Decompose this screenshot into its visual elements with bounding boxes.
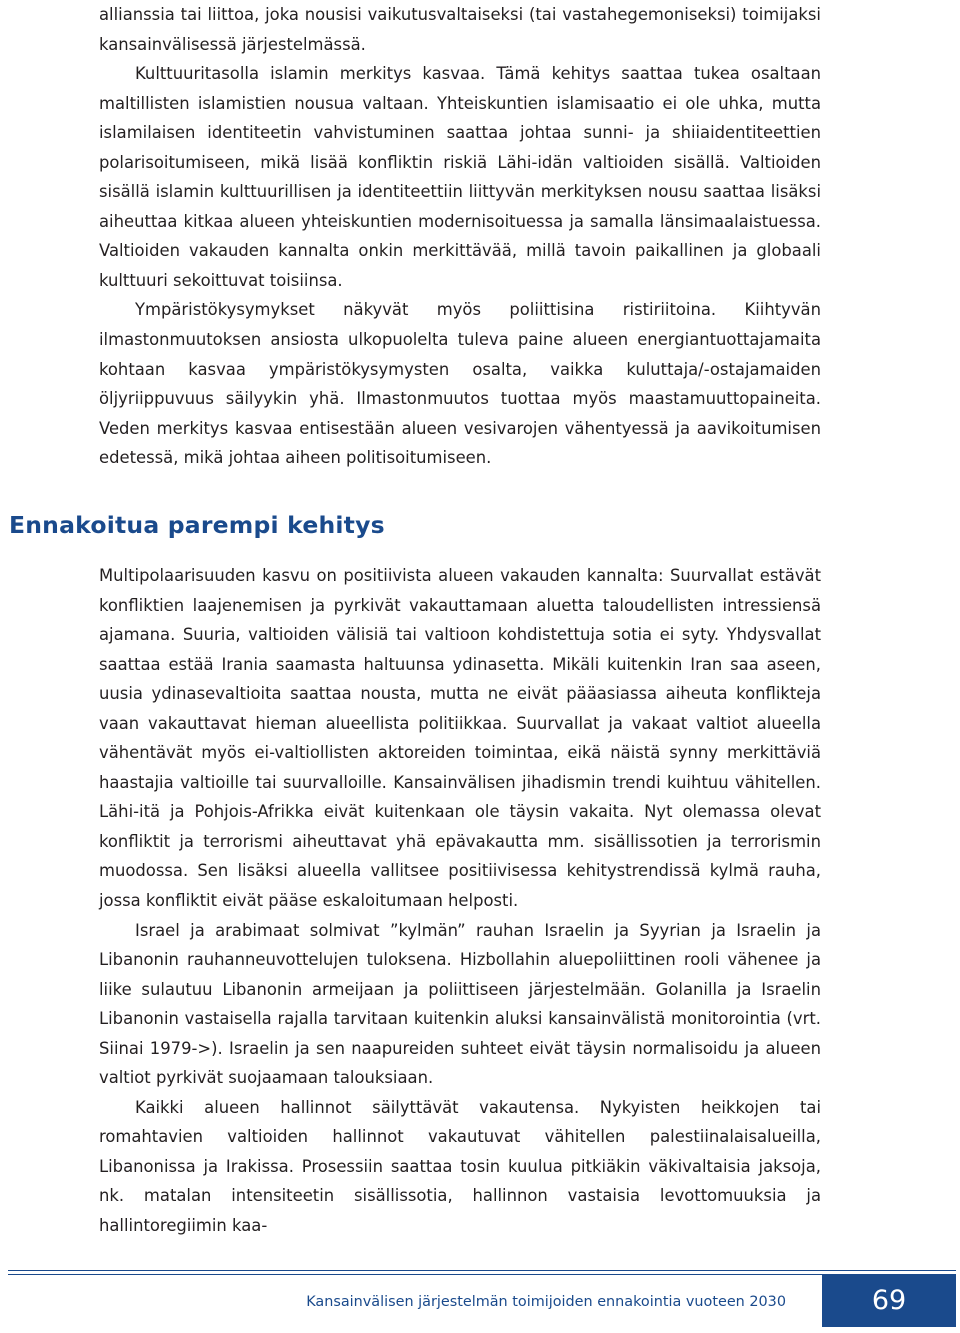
paragraph: Ympäristökysymykset näkyvät myös poliittisina ristiriitoina. Kiihtyvän ilmastonmuutoksen ansiosta ulkopuolelta tuleva paine alueen energiantuottajamaita kohtaan kasvaa ympäristökysymysten osalta, vaikka kuluttaja/-ostajamaiden öljyriippuvuus säilyykin yhä. Ilmastonmuutos tuottaa myös maastamuuttopaineita. Veden merkitys kasvaa entisestään alueen vesivarojen vähentyessä ja aavikoitumisen edetessä, mikä johtaa aiheen politisoitumiseen. <box>99 300 821 468</box>
paragraph: Multipolaarisuuden kasvu on positiivista alueen vakauden kannalta: Suurvallat estävät konfliktien laajenemisen ja pyrkivät vakauttamaan aluetta taloudellisten intressiensä ajamana. Suuria, valtioiden välisiä tai valtioon kohdistettuja sotia ei syty. Yhdysvallat saattaa estää Irania saamasta haltuunsa ydinasetta. Mikäli kuitenkin Iran saa aseen, uusia ydinasevaltioita saattaa nousta, mutta ne eivät pääasiassa aiheuta konflikteja vaan vakauttavat hieman alueellista politiikkaa. Suurvallat ja vakaat valtiot alueella vähentävät myös ei-valtiollisten aktoreiden toimintaa, eikä näistä synny merkittäviä haastajia valtioille tai suurvalloille. Kansainvälisen jihadismin trendi kuihtuu vähitellen. Lähi-itä ja Pohjois-Afrikka eivät kuitenkaan ole täysin vakaita. Nyt olemassa olevat konfliktit ja terrorismi aiheuttavat yhä epävakautta mm. sisällissotien ja terrorismin muodossa. Sen lisäksi alueella vallitsee positiivisessa kehitystrendissä kylmä rauha, jossa konfliktit eivät pääse eskaloitumaan helposti. <box>99 566 821 911</box>
footer-rule <box>8 1270 956 1271</box>
section-heading: Ennakoitua parempi kehitys <box>9 511 385 539</box>
footer-title: Kansainvälisen järjestelmän toimijoiden ennakointia vuoteen 2030 <box>306 1294 786 1310</box>
footer-rule <box>8 1274 956 1275</box>
body-text-top <box>99 0 821 473</box>
paragraph: Israel ja arabimaat solmivat ”kylmän” rauhan Israelin ja Syyrian ja Israelin ja Libanonin rauhanneuvottelujen tuloksena. Hizbollahin aluepoliittinen rooli vähenee ja liike sulautuu Libanonin armeijaan ja poliittiseen järjestelmään. Golanilla ja Israelin Libanonin vastaisella rajalla tarvitaan kuitenkin aluksi kansainvälistä monitorointia (vrt. Siinai 1979->). Israelin ja sen naapureiden suhteet eivät täysin normalisoidu ja alueen valtiot pyrkivät suojaamaan talouksiaan. <box>99 920 821 1088</box>
paragraph: Kulttuuritasolla islamin merkitys kasvaa. Tämä kehitys saattaa tukea osaltaan maltillisten islamistien nousua valtaan. Yhteiskuntien islamisaatio ei ole uhka, mutta islamilaisen identiteetin vahvistuminen saattaa johtaa sunni- ja shiiaidentiteettien polarisoitumiseen, mikä lisää konfliktin riskiä Lähi-idän valtioiden sisällä. Valtioiden sisällä islamin kulttuurillisen ja identiteettiin liittyvän merkityksen nousu saattaa lisäksi aiheuttaa kitkaa alueen yhteiskuntien modernisoituessa ja samalla länsimaalaistuessa. Valtioiden vakauden kannalta onkin merkittävää, millä tavoin paikallinen ja globaali kulttuuri sekoittuvat toisiinsa. <box>99 64 821 290</box>
paragraph: Kaikki alueen hallinnot säilyttävät vakautensa. Nykyisten heikkojen tai romahtavien valtioiden hallinnot vakautuvat vähitellen palestiinalaisalueilla, Libanonissa ja Irakissa. Prosessiin saattaa tosin kuulua pitkiäkin väkivaltaisia jaksoja, nk. matalan intensiteetin sisällissotia, hallinnon vastaisia levottomuuksia ja hallintoregiimin kaa- <box>99 1097 821 1236</box>
page-number: 69 <box>822 1275 956 1327</box>
paragraph: allianssia tai liittoa, joka nousisi vaikutusvaltaiseksi (tai vastahegemoniseksi) toimijaksi kansainvälisessä järjestelmässä. <box>99 5 821 54</box>
body-text-bottom <box>99 561 821 1241</box>
